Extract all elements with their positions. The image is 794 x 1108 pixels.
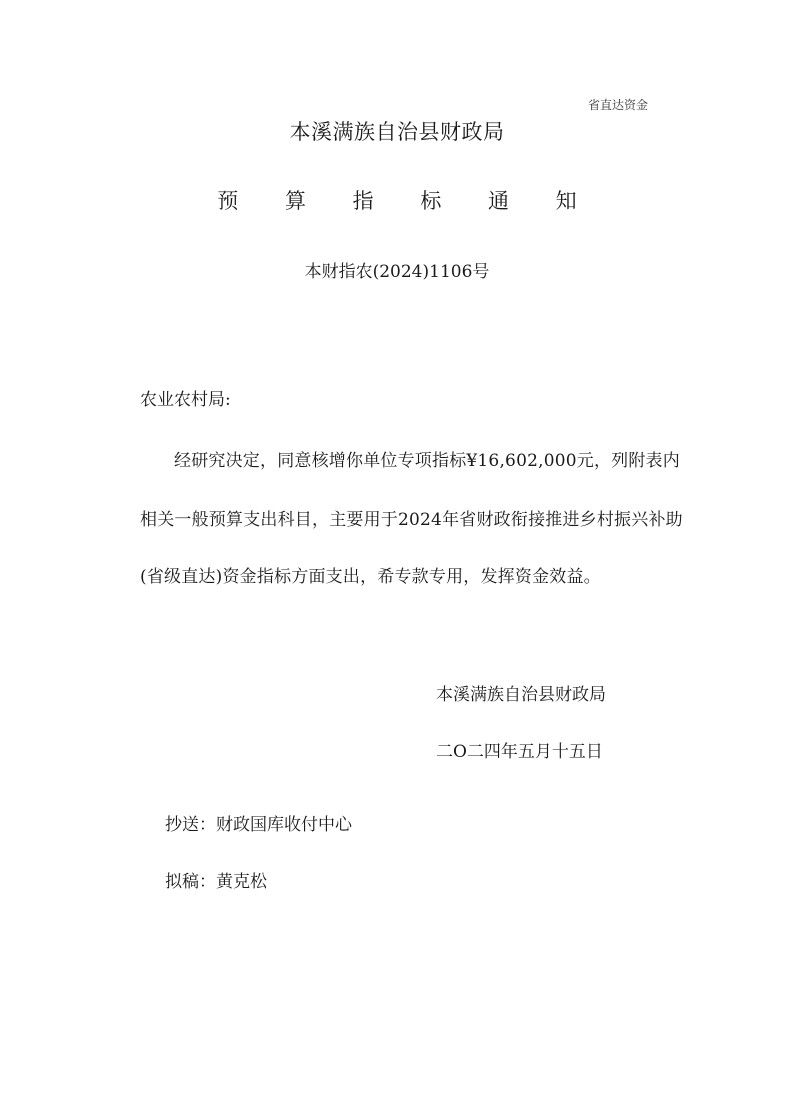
body-paragraph-line: (省级直达)资金指标方面支出，希专款专用，发挥资金效益。: [140, 567, 601, 587]
signature-date: 二O二四年五月十五日: [436, 742, 603, 762]
funding-category-tag: 省直达资金: [588, 98, 649, 112]
document-type-title: 预 算 指 标 通 知: [217, 189, 597, 213]
body-paragraph-line: 经研究决定，同意核增你单位专项指标¥16,602,000元，列附表内: [174, 451, 680, 471]
issuing-org-title: 本溪满族自治县财政局: [289, 120, 505, 144]
document-number: 本财指农(2024)1106号: [304, 262, 490, 282]
recipient: 农业农村局:: [140, 390, 231, 410]
signature-org: 本溪满族自治县财政局: [436, 685, 606, 705]
body-paragraph-line: 相关一般预算支出科目，主要用于2024年省财政衔接推进乡村振兴补助: [140, 510, 683, 530]
carbon-copy: 抄送：财政国库收付中心: [165, 815, 352, 835]
drafter: 拟稿：黄克松: [165, 872, 267, 892]
